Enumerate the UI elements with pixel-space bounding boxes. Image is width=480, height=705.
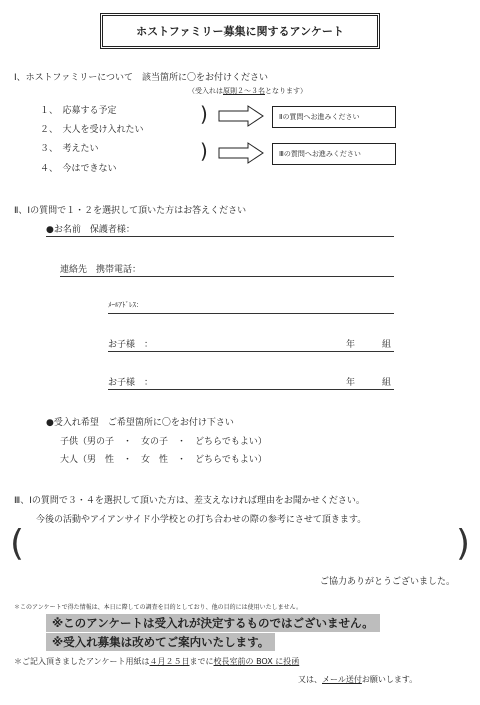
section1-heading: Ⅰ、ホストファミリーについて 該当箇所に〇をお付けください [14,73,269,83]
pref-adult: 大人（男 性 ・ 女 性 ・ どちらでもよい） [60,455,267,465]
guide-to-section3: Ⅲの質問へお進みください [272,143,396,165]
notice-2: ※受入れ募集は改めてご案内いたします。 [46,633,275,651]
child2-line [108,389,394,390]
section1-note: （受入れは原則２～３名となります） [188,87,307,95]
option-2: ２、 大人を受け入れたい [40,125,144,135]
right-bracket: ) [456,523,471,564]
right-paren-1: ) [200,102,208,126]
option-1: １、 応募する予定 [40,106,117,116]
option-3: ３、 考えたい [40,144,99,154]
guide-to-section2: Ⅱの質問へお進みください [272,106,396,128]
contact-line [60,276,394,277]
section3-heading: Ⅲ、Ⅰの質問で３・４を選択して頂いた方は、差支えなければ理由をお聞かせください。 [14,496,365,506]
arrow-right-icon [218,142,264,164]
child1-grade: 年 [346,340,356,350]
child2-class: 組 [382,378,392,388]
privacy-note: ＊このアンケートで得た情報は、本日に際しての調査を目的としており、他の目的には使用いたしません。 [14,604,303,611]
child1-class: 組 [382,340,392,350]
section3-sub: 今後の活動やアイアンサイド小学校との打ち合わせの際の参考にさせて頂きます。 [36,515,367,525]
child1-label: お子様 ： [108,340,154,350]
name-line [46,236,394,237]
left-bracket: ( [10,523,25,564]
child1-line [108,351,394,352]
section2-heading: Ⅱ、Ⅰの質問で１・２を選択して頂いた方はお答えください [14,206,247,216]
option-4: ４、 今はできない [40,164,117,174]
notice-1: ※このアンケートは受入れが決定するものではございません。 [46,614,380,632]
arrow-right-icon [218,105,264,127]
pref-heading: ●受入れ希望 ご希望箇所に〇をお付け下さい [46,418,234,428]
name-label: ●お名前 保護者様： [46,225,135,235]
child2-label: お子様 ： [108,378,154,388]
submit-line-2: 又は、メール送付お願いします。 [298,675,418,684]
child2-grade: 年 [346,378,356,388]
email-label: ﾒｰﾙｱﾄﾞﾚｽ： [108,301,143,309]
contact-label: 連絡先 携帯電話： [60,265,142,275]
page-title: ホストファミリー募集に関するアンケート [100,13,380,49]
right-paren-2: ) [200,139,208,163]
thanks-text: ご協力ありがとうございました。 [320,577,456,587]
submit-line-1: ＊ご記入頂きましたアンケート用紙は４月２５日までに校長室前の BOX に投函 [14,657,300,666]
pref-child: 子供（男の子 ・ 女の子 ・ どちらでもよい） [60,437,267,447]
email-line [108,313,394,314]
